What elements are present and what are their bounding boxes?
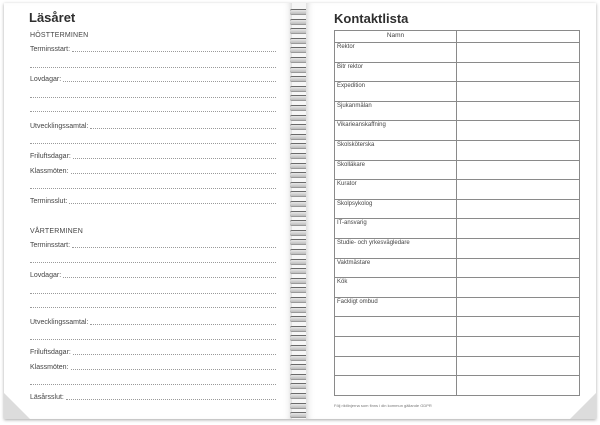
contact-role-cell[interactable]: Skolpsykolog (335, 199, 457, 219)
autumn-term-end-field[interactable] (30, 196, 276, 206)
contact-role-cell[interactable]: Vikarieanskaffning (335, 121, 457, 141)
spring-term-end-label: Läsårsslut: (30, 394, 64, 401)
contact-role-cell[interactable]: Kurator (335, 180, 457, 200)
contact-info-cell[interactable] (457, 336, 580, 356)
writing-line (30, 188, 276, 189)
autumn-term-start-field[interactable] (30, 44, 276, 54)
page-corner-tab (570, 393, 596, 419)
spring-outdoor-days-label: Friluftsdagar: (30, 349, 71, 356)
spiral-binding (292, 3, 306, 419)
spring-leave-days-field[interactable] (30, 270, 276, 280)
table-row (335, 376, 580, 396)
left-page (4, 3, 292, 419)
contact-info-cell[interactable] (457, 140, 580, 160)
spring-leave-days-label: Lovdagar: (30, 272, 62, 279)
autumn-outdoor-days-field[interactable] (30, 151, 276, 161)
table-row (335, 278, 580, 298)
contact-role-cell[interactable]: Skolsköterska (335, 140, 457, 160)
contact-role-cell[interactable] (335, 376, 457, 396)
writing-line (30, 262, 276, 263)
contact-role-cell[interactable] (335, 356, 457, 376)
contact-info-cell[interactable] (457, 160, 580, 180)
contact-role-cell[interactable]: Expedition (335, 82, 457, 102)
contact-role-cell[interactable] (335, 317, 457, 337)
contact-info-cell[interactable] (457, 238, 580, 258)
section-autumn-title: HÖSTTERMINEN (30, 32, 89, 39)
contact-info-cell[interactable] (457, 180, 580, 200)
contact-info-cell[interactable] (457, 356, 580, 376)
table-row (335, 101, 580, 121)
contact-table-header-row (335, 31, 580, 43)
spring-term-end-field[interactable] (30, 392, 276, 402)
autumn-dev-talks-label: Utvecklingssamtal: (30, 123, 89, 130)
contact-info-cell[interactable] (457, 317, 580, 337)
contact-info-cell[interactable] (457, 121, 580, 141)
contact-role-cell[interactable]: Sjukanmälan (335, 101, 457, 121)
writing-line (30, 293, 276, 294)
planner-spread (4, 3, 596, 419)
autumn-leave-days-field[interactable] (30, 74, 276, 84)
contact-role-cell[interactable]: Fackligt ombud (335, 297, 457, 317)
contact-role-cell[interactable]: Bitr rektor (335, 62, 457, 82)
table-row (335, 180, 580, 200)
contact-info-cell[interactable] (457, 43, 580, 63)
table-row (335, 238, 580, 258)
table-row (335, 43, 580, 63)
spring-dev-talks-label: Utvecklingssamtal: (30, 319, 89, 326)
gdpr-footnote: Följ riktlinjerna som finns i din kommun gällande GDPR (334, 403, 432, 408)
writing-line (30, 307, 276, 308)
contact-info-cell[interactable] (457, 199, 580, 219)
spring-class-meetings-label: Klassmöten: (30, 364, 69, 371)
contact-info-cell[interactable] (457, 219, 580, 239)
spring-term-start-field[interactable] (30, 240, 276, 250)
spring-term-start-label: Terminsstart: (30, 242, 71, 249)
contact-role-cell[interactable]: Kök (335, 278, 457, 298)
autumn-dev-talks-field[interactable] (30, 121, 276, 131)
table-row (335, 160, 580, 180)
section-spring-title: VÅRTERMINEN (30, 228, 84, 235)
spring-outdoor-days-field[interactable] (30, 347, 276, 357)
contact-info-cell[interactable] (457, 278, 580, 298)
contact-role-cell[interactable]: Studie- och yrkesvägledare (335, 238, 457, 258)
table-row (335, 199, 580, 219)
autumn-term-start-label: Terminsstart: (30, 46, 71, 53)
table-row (335, 82, 580, 102)
writing-line (30, 67, 276, 68)
table-row (335, 356, 580, 376)
page-corner-tab (4, 393, 30, 419)
right-page (306, 3, 596, 419)
autumn-class-meetings-label: Klassmöten: (30, 168, 69, 175)
table-row (335, 62, 580, 82)
autumn-leave-days-label: Lovdagar: (30, 76, 62, 83)
writing-line (30, 97, 276, 98)
contact-name-header: Namn (335, 31, 457, 43)
contact-role-cell[interactable]: Vaktmästare (335, 258, 457, 278)
spring-class-meetings-field[interactable] (30, 362, 276, 372)
table-row (335, 219, 580, 239)
contact-info-cell[interactable] (457, 82, 580, 102)
page-title-contact-list: Kontaktlista (334, 11, 409, 26)
contact-info-cell[interactable] (457, 101, 580, 121)
contact-info-header (457, 31, 580, 43)
contact-role-cell[interactable]: Rektor (335, 43, 457, 63)
table-row (335, 140, 580, 160)
table-row (335, 297, 580, 317)
contact-info-cell[interactable] (457, 62, 580, 82)
page-title-school-year: Läsåret (29, 10, 76, 25)
table-row (335, 317, 580, 337)
contact-role-cell[interactable]: Skolläkare (335, 160, 457, 180)
table-row (335, 121, 580, 141)
contact-role-cell[interactable]: IT-ansvarig (335, 219, 457, 239)
writing-line (30, 339, 276, 340)
autumn-term-end-label: Terminsslut: (30, 198, 68, 205)
contact-table (334, 30, 580, 396)
contact-info-cell[interactable] (457, 297, 580, 317)
writing-line (30, 111, 276, 112)
autumn-outdoor-days-label: Friluftsdagar: (30, 153, 71, 160)
autumn-class-meetings-field[interactable] (30, 166, 276, 176)
contact-info-cell[interactable] (457, 376, 580, 396)
writing-line (30, 143, 276, 144)
writing-line (30, 384, 276, 385)
table-row (335, 336, 580, 356)
contact-role-cell[interactable] (335, 336, 457, 356)
table-row (335, 258, 580, 278)
contact-info-cell[interactable] (457, 258, 580, 278)
spring-dev-talks-field[interactable] (30, 317, 276, 327)
